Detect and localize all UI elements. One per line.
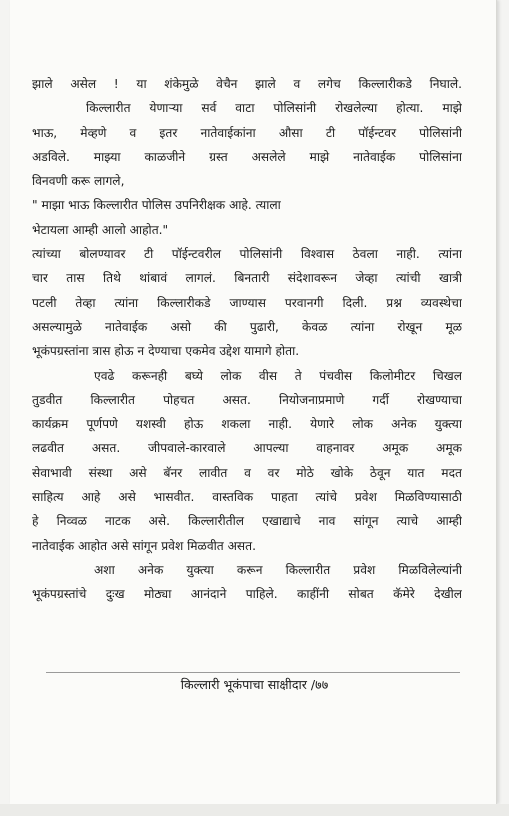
text-line: किल्लारीत येणाऱ्या सर्व वाटा पोलिसांनी रोखलेल्या होत्या. माझे <box>86 101 462 116</box>
text-line: अडविले. माझ्या काळजीने ग्रस्त असलेले माझे नातेवाईक पोलिसांना <box>32 149 462 164</box>
text-line: भूकंपग्रस्तांना त्रास होऊ न देण्याचा एकमेव उद्देश यामागे होता. <box>32 344 300 359</box>
text-line: सेवाभावी संस्था असे बॅनर लावीत व वर मोठे खोके ठेवून यात मदत <box>32 465 462 480</box>
text-line: असल्यामुळे नातेवाईक असो की पुढारी, केवळ त्यांना रोखून मूळ <box>32 319 462 334</box>
text-line: साहित्य आहे असे भासवीत. वास्तविक पाहता त्यांचे प्रवेश मिळविण्यासाठी <box>32 490 462 505</box>
text-line: नातेवाईक आहोत असे सांगून प्रवेश मिळवीत असत. <box>32 538 256 553</box>
text-line: कार्यक्रम पूर्णपणे यशस्वी होऊ शकला नाही. येणारे लोक अनेक युक्त्या <box>32 417 462 432</box>
text-line: " माझा भाऊ किल्लारीत पोलिस उपनिरीक्षक आहे. त्याला <box>32 198 281 213</box>
page-edge <box>0 804 509 816</box>
text-line: विनवणी करू लागले, <box>32 174 125 189</box>
text-line: अशा अनेक युक्त्या करून किल्लारीत प्रवेश मिळविलेल्यांनी <box>94 562 462 577</box>
text-line: तुडवीत किल्लारीत पोहचत असत. नियोजनाप्रमाणे गर्दी रोखण्याचा <box>32 392 462 407</box>
footer-divider <box>46 672 460 673</box>
text-line: झाले असेल ! या शंकेमुळे वेचैन झाले व लगेच किल्लारीकडे निघाले. <box>32 77 462 91</box>
text-line: भाऊ, मेव्हणे व इतर नातेवाईकांना औसा टी पॉईन्टवर पोलिसांनी <box>32 125 462 140</box>
page-footer: किल्लारी भूकंपाचा साक्षीदार /७७ <box>180 677 329 692</box>
text-line: भेटायला आम्ही आलो आहोत." <box>32 222 169 237</box>
body-text <box>32 72 462 607</box>
text-line: चार तास तिथे थांबावं लागलं. बिनतारी संदेशावरून जेव्हा त्यांची खात्री <box>32 271 462 286</box>
text-line: त्यांच्या बोलण्यावर टी पॉईन्टवरील पोलिसांनी विश्वास ठेवला नाही. त्यांना <box>32 247 462 262</box>
text-line: पटली तेव्हा त्यांना किल्लारीकडे जाण्यास परवानगी दिली. प्रश्न व्यवस्थेचा <box>32 295 462 310</box>
text-line: लढवीत असत. जीपवाले-कारवाले आपल्या वाहनावर अमूक अमूक <box>32 441 462 456</box>
text-line: एवढे करूनही बघ्ये लोक वीस ते पंचवीस किलोमीटर चिखल <box>94 368 462 383</box>
text-line: भूकंपग्रस्तांचे दुःख मोठ्या आनंदाने पाहिले. काहींनी सोबत कॅमेरे देखील <box>32 587 462 602</box>
text-line: हे निव्वळ नाटक असे. किल्लारीतील एखाद्याचे नाव सांगून त्याचे आम्ही <box>32 514 462 529</box>
